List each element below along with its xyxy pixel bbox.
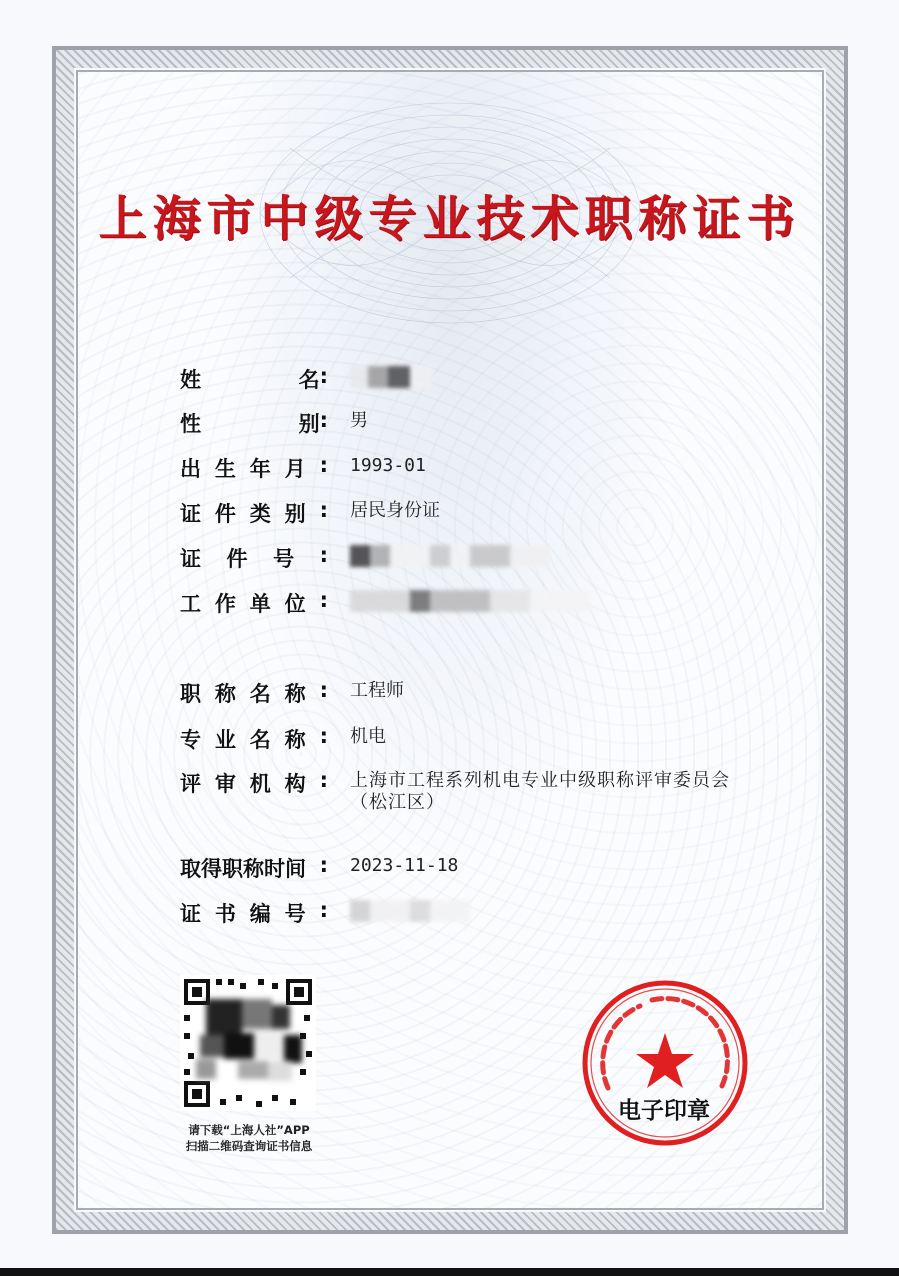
field-id-number-value — [350, 543, 550, 567]
label-char: 出 — [180, 457, 201, 481]
field-id-type — [180, 498, 440, 530]
field-gender-value: 男 — [350, 410, 368, 431]
label-char: 年 — [249, 457, 271, 481]
seal-label: 电子印章 — [618, 1098, 710, 1124]
qr-caption — [164, 1122, 334, 1154]
label-char: 名 — [249, 728, 271, 752]
label-char: 证 — [180, 502, 201, 526]
label-char: 名 — [298, 368, 320, 392]
label-char: : — [319, 898, 328, 922]
label-char: 生 — [214, 457, 236, 481]
label-char: 称 — [284, 728, 306, 752]
field-review-org — [180, 768, 740, 818]
label-char: 月 — [284, 457, 306, 481]
field-gender — [180, 408, 368, 440]
label-char: : — [319, 364, 328, 388]
label-char: 别 — [284, 502, 306, 526]
redacted-name — [350, 366, 432, 387]
field-review-org-label — [180, 768, 328, 798]
field-cert-number — [180, 898, 470, 930]
label-char: 类 — [249, 502, 271, 526]
label-char: 件 — [214, 502, 236, 526]
field-specialty-value: 机电 — [350, 726, 386, 747]
field-id-number-label — [180, 543, 328, 573]
label-char: 机 — [249, 772, 271, 796]
field-cert-number-label — [180, 898, 328, 928]
label-char: 业 — [214, 728, 236, 752]
label-char: 审 — [214, 772, 236, 796]
label-char: : — [319, 724, 328, 748]
label-char: 证 — [180, 902, 201, 926]
label-char: 工 — [180, 592, 201, 616]
label-text: 取得职称时间 — [180, 857, 306, 881]
label-char: 号 — [273, 547, 295, 571]
label-char: : — [319, 408, 328, 432]
field-id-type-label — [180, 498, 328, 528]
field-review-org-value: 上海市工程系列机电专业中级职称评审委员会（松江区） — [350, 770, 730, 813]
label-char: : — [319, 543, 328, 567]
field-cert-number-value — [350, 898, 470, 922]
bottom-edge-bar — [0, 1268, 899, 1276]
label-char: : — [319, 853, 328, 877]
field-employer-value — [350, 588, 590, 612]
label-char: 性 — [180, 412, 201, 436]
label-char: 别 — [298, 412, 320, 436]
field-gender-label — [180, 408, 328, 438]
field-specialty-label — [180, 724, 328, 754]
redacted-employer — [350, 590, 590, 611]
field-title-name-label — [180, 678, 328, 708]
label-char: 构 — [284, 772, 306, 796]
label-char: 作 — [214, 592, 236, 616]
label-char: 姓 — [180, 368, 201, 392]
label-char: 号 — [284, 902, 306, 926]
field-obtain-date-value: 2023-11-18 — [350, 855, 459, 876]
label-char: 名 — [249, 682, 271, 706]
field-employer — [180, 588, 590, 620]
label-char: 编 — [249, 902, 271, 926]
field-specialty — [180, 724, 386, 756]
label-char: 件 — [226, 547, 248, 571]
field-title-name-value: 工程师 — [350, 680, 404, 701]
label-char: 证 — [180, 547, 201, 571]
field-birth-label — [180, 453, 328, 483]
field-birth — [180, 453, 426, 485]
field-employer-label — [180, 588, 328, 618]
field-id-type-value: 居民身份证 — [350, 500, 440, 521]
label-char: : — [319, 678, 328, 702]
redacted-cert-number — [350, 900, 470, 921]
redacted-id-number — [350, 545, 550, 566]
label-char: : — [319, 498, 328, 522]
field-name-value — [350, 364, 432, 388]
field-obtain-date-label — [180, 853, 328, 883]
label-char: 称 — [214, 682, 236, 706]
qr-caption-line2: 扫描二维码查询证书信息 — [185, 1139, 313, 1153]
label-char: 单 — [249, 592, 271, 616]
label-char: 书 — [214, 902, 236, 926]
label-char: 位 — [284, 592, 306, 616]
qr-caption-line1: 请下载“上海人社”APP — [188, 1123, 310, 1137]
field-name-label — [180, 364, 328, 394]
field-birth-value: 1993-01 — [350, 455, 426, 476]
label-char: : — [319, 588, 328, 612]
field-obtain-date — [180, 853, 458, 885]
certificate-title: 上海市中级专业技术职称证书 — [98, 191, 801, 247]
qr-code-icon — [180, 975, 316, 1111]
field-id-number — [180, 543, 550, 575]
label-char: 专 — [180, 728, 201, 752]
label-char: : — [319, 768, 328, 792]
label-char: 职 — [180, 682, 201, 706]
label-char: 评 — [180, 772, 201, 796]
field-title-name — [180, 678, 404, 710]
field-name — [180, 364, 432, 396]
label-char: : — [319, 453, 328, 477]
label-char: 称 — [284, 682, 306, 706]
